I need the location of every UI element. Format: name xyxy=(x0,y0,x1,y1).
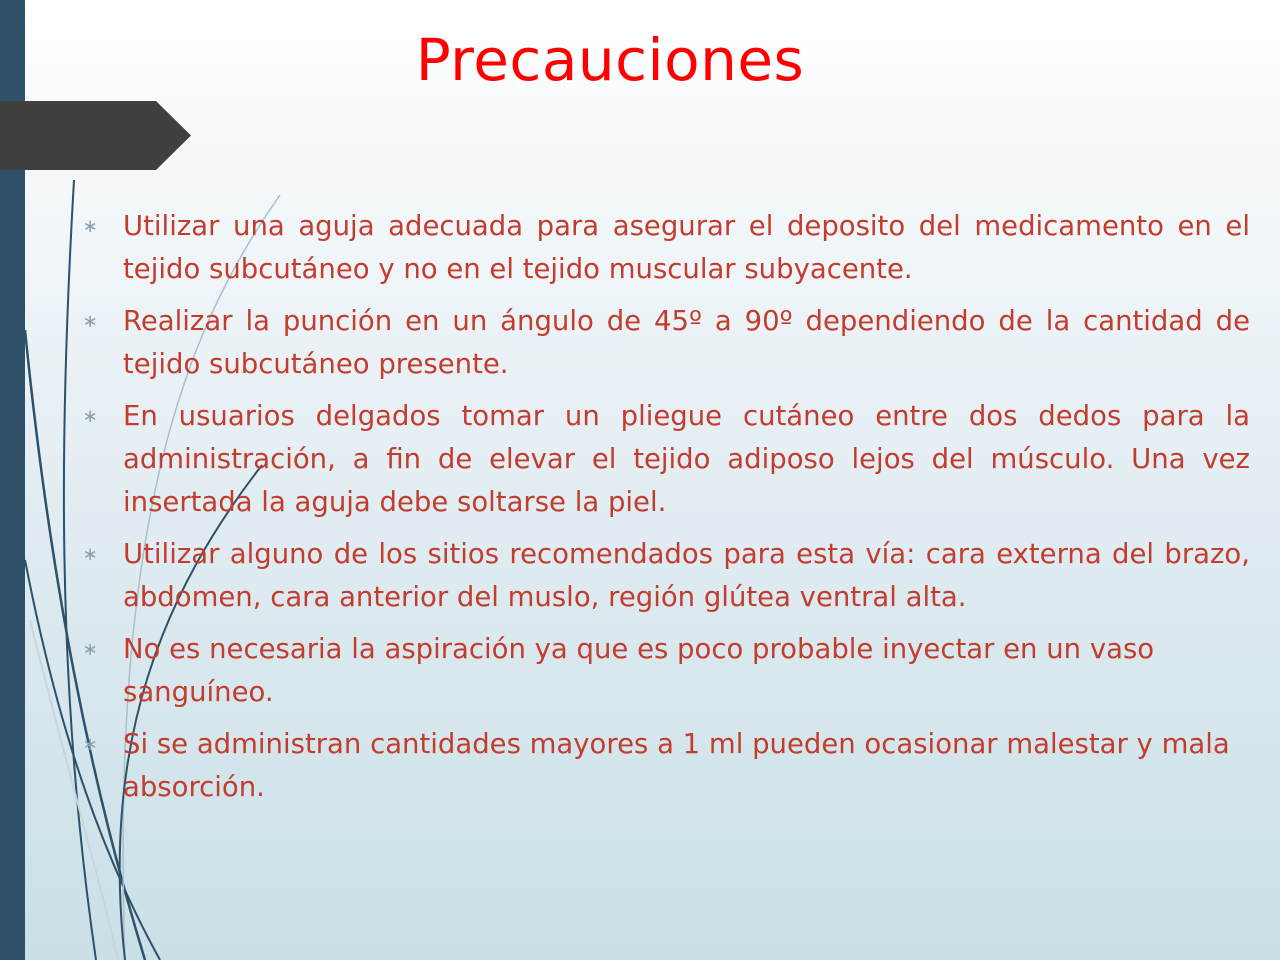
bullet-text: No es necesaria la aspiración ya que es poco probable inyectar en un vaso sanguíneo. xyxy=(123,633,1155,708)
asterisk-bullet-icon: ∗ xyxy=(82,311,98,332)
bullet-text: Utilizar alguno de los sitios recomendados para esta vía: cara externa del brazo, abdomen, cara anterior del muslo, región glútea ventral alta. xyxy=(123,538,1250,613)
bullet-text: Utilizar una aguja adecuada para asegurar el deposito del medicamento en el tejido subcutáneo y no en el tejido muscular subyacente. xyxy=(123,210,1250,285)
bullet-item-volume xyxy=(80,723,1250,809)
bullet-item-aspiration xyxy=(80,628,1250,714)
asterisk-bullet-icon: ∗ xyxy=(82,544,98,565)
asterisk-bullet-icon: ∗ xyxy=(82,406,98,427)
title-tab-shape xyxy=(0,101,191,170)
bullet-item-thin-users xyxy=(80,395,1250,524)
bullet-item-needle xyxy=(80,205,1250,291)
bullet-text: Realizar la punción en un ángulo de 45º a 90º dependiendo de la cantidad de tejido subcutáneo presente. xyxy=(123,305,1250,380)
slide-title: Precauciones xyxy=(415,26,805,94)
bullet-text: Si se administran cantidades mayores a 1 ml pueden ocasionar malestar y mala absorción. xyxy=(123,728,1230,803)
bullet-text: En usuarios delgados tomar un pliegue cutáneo entre dos dedos para la administración, a fin de elevar el tejido adiposo lejos del músculo. Una vez insertada la aguja debe soltarse la piel. xyxy=(123,400,1250,518)
asterisk-bullet-icon: ∗ xyxy=(82,639,98,660)
bullet-item-angle xyxy=(80,300,1250,386)
asterisk-bullet-icon: ∗ xyxy=(82,216,98,237)
asterisk-bullet-icon: ∗ xyxy=(82,734,98,755)
bullet-list xyxy=(80,205,1250,818)
bullet-item-sites xyxy=(80,533,1250,619)
